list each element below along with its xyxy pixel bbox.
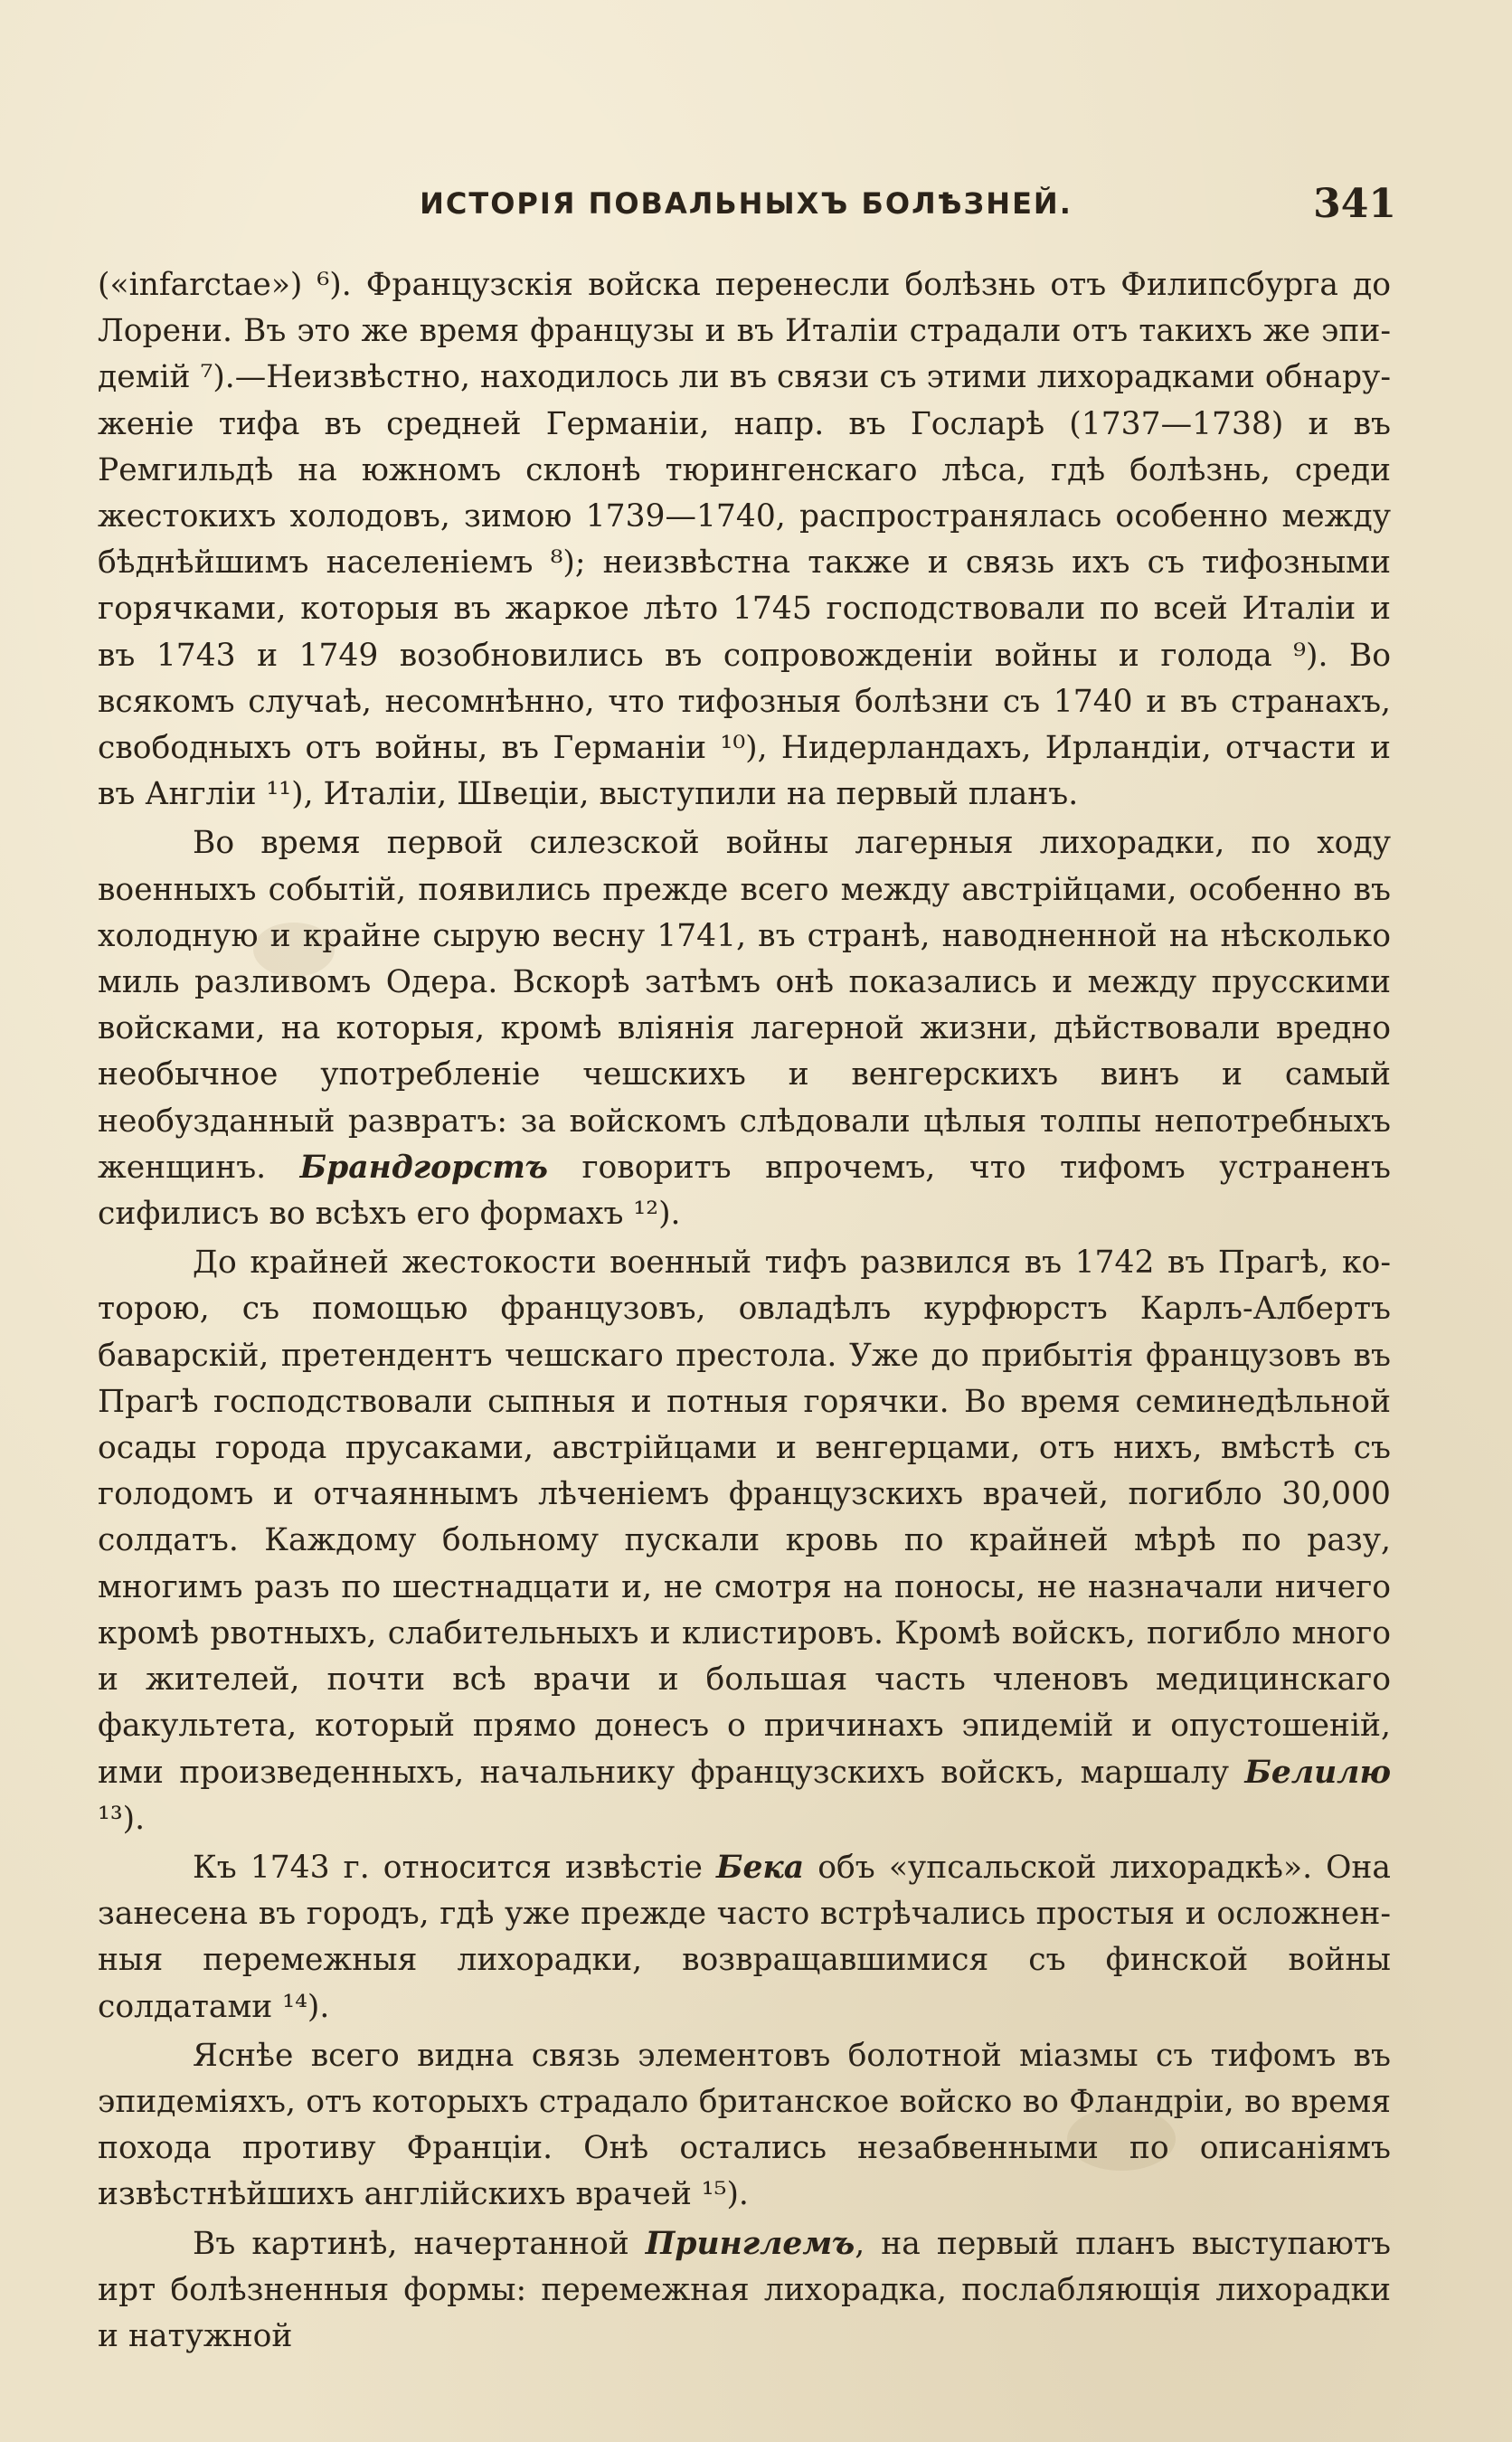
italic-name: Бека xyxy=(716,1849,805,1886)
paragraph xyxy=(98,2221,1391,2361)
paragraph xyxy=(98,262,1391,818)
paragraph-text: , на первый планъ выступаютъ ирт болѣзненныя формы: перемежная лихорадка, послабляющія лихорадки и натужной xyxy=(98,2225,1391,2354)
italic-name: Брандгорстъ xyxy=(299,1149,548,1186)
paragraph-text: До крайней жестокости военный тифъ развился въ 1742 въ Прагѣ, которою, съ помощью французовъ, овладѣлъ курфюрстъ Карлъ-Албертъ баварскій, претендентъ чешскаго престола. Уже до прибытія французовъ въ Прагѣ господствовали сыпныя и потныя горячки. Во время семинедѣльной осады города прусаками, австрійцами и венгерцами, отъ нихъ, вмѣстѣ съ голодомъ и отчаяннымъ лѣченіемъ французскихъ врачей, погибло 30,000 солдатъ. Каждому больному пускали кровь по крайней мѣрѣ по разу, многимъ разъ по шестнадцати и, не смотря на поносы, не назначали ничего кромѣ рвотныхъ, слабительныхъ и клистировъ. Кромѣ войскъ, погибло много и жителей, почти всѣ врачи и большая часть членовъ медицинскаго факультета, который прямо донесъ о причинахъ эпидемій и опустошеній, ими произведенныхъ, начальнику французскихъ войскъ, маршалу xyxy=(98,1245,1391,1791)
running-head: ИСТОРІЯ ПОВАЛЬНЫХЪ БОЛѢЗНЕЙ. xyxy=(420,186,1073,221)
paragraph-text: Къ 1743 г. относится извѣстіе xyxy=(193,1849,716,1886)
paragraph-text: объ «упсальской лихорадкѣ». Она занесена въ городъ, гдѣ уже прежде часто встрѣчались простыя и осложненныя перемежныя лихорадки, возвращавшимися съ финской войны солдатами ¹⁴). xyxy=(98,1849,1391,2025)
paragraph-text: Въ картинѣ, начертанной xyxy=(193,2225,646,2262)
paragraph xyxy=(98,1845,1391,2030)
italic-name: Принглемъ xyxy=(645,2225,855,2262)
page-header xyxy=(99,181,1396,244)
paragraph xyxy=(98,820,1391,1237)
body-text xyxy=(98,262,1391,2360)
page-number: 341 xyxy=(1313,181,1396,227)
paragraph xyxy=(98,2033,1391,2219)
paragraph-text: («infarctae») ⁶). Французскія войска перенесли болѣзнь отъ Филипсбурга до Лорени. Въ это же время французы и въ Италіи страдали отъ такихъ же эпидемій ⁷).—Неизвѣстно, находилось ли въ связи съ этими лихорадками обнаруженіе тифа въ средней Германіи, напр. въ Госларѣ (1737—1738) и въ Ремгильдѣ на южномъ склонѣ тюрингенскаго лѣса, гдѣ болѣзнь, среди жестокихъ холодовъ, зимою 1739—1740, распространялась особенно между бѣднѣйшимъ населеніемъ ⁸); неизвѣстна также и связь ихъ съ тифозными горячками, которыя въ жаркое лѣто 1745 господствовали по всей Италіи и въ 1743 и 1749 возобновились въ сопровожденіи войны и голода ⁹). Во всякомъ случаѣ, несомнѣнно, что тифозныя болѣзни съ 1740 и въ странахъ, свободныхъ отъ войны, въ Германіи ¹⁰), Нидерландахъ, Ирландіи, отчасти и въ Англіи ¹¹), Италіи, Швеціи, выступили на первый планъ. xyxy=(98,267,1391,813)
italic-name: Белилю xyxy=(1244,1754,1391,1791)
paragraph-text: говоритъ впрочемъ, что тифомъ устраненъ сифилисъ во всѣхъ его формахъ ¹²). xyxy=(98,1149,1391,1233)
paragraph xyxy=(98,1240,1391,1842)
paragraph-text: ¹³). xyxy=(98,1800,146,1837)
paragraph-text: Яснѣе всего видна связь элементовъ болотной міазмы съ тифомъ въ эпидеміяхъ, отъ которыхъ страдало британское войско во Фландріи, во время похода противу Франціи. Онѣ остались незабвенными по описаніямъ извѣстнѣйшихъ англійскихъ врачей ¹⁵). xyxy=(98,2037,1391,2213)
paragraph-text: Во время первой силезской войны лагерныя лихорадки, по ходу военныхъ событій, появились прежде всего между австрійцами, особенно въ холодную и крайне сырую весну 1741, въ странѣ, наводненной на нѣсколько миль разливомъ Одера. Вскорѣ затѣмъ онѣ показались и между прусскими войсками, на которыя, кромѣ вліянія лагерной жизни, дѣйствовали вредно необычное употребленіе чешскихъ и венгерскихъ винъ и самый необузданный развратъ: за войскомъ слѣдовали цѣлыя толпы непотребныхъ женщинъ. xyxy=(98,825,1391,1186)
